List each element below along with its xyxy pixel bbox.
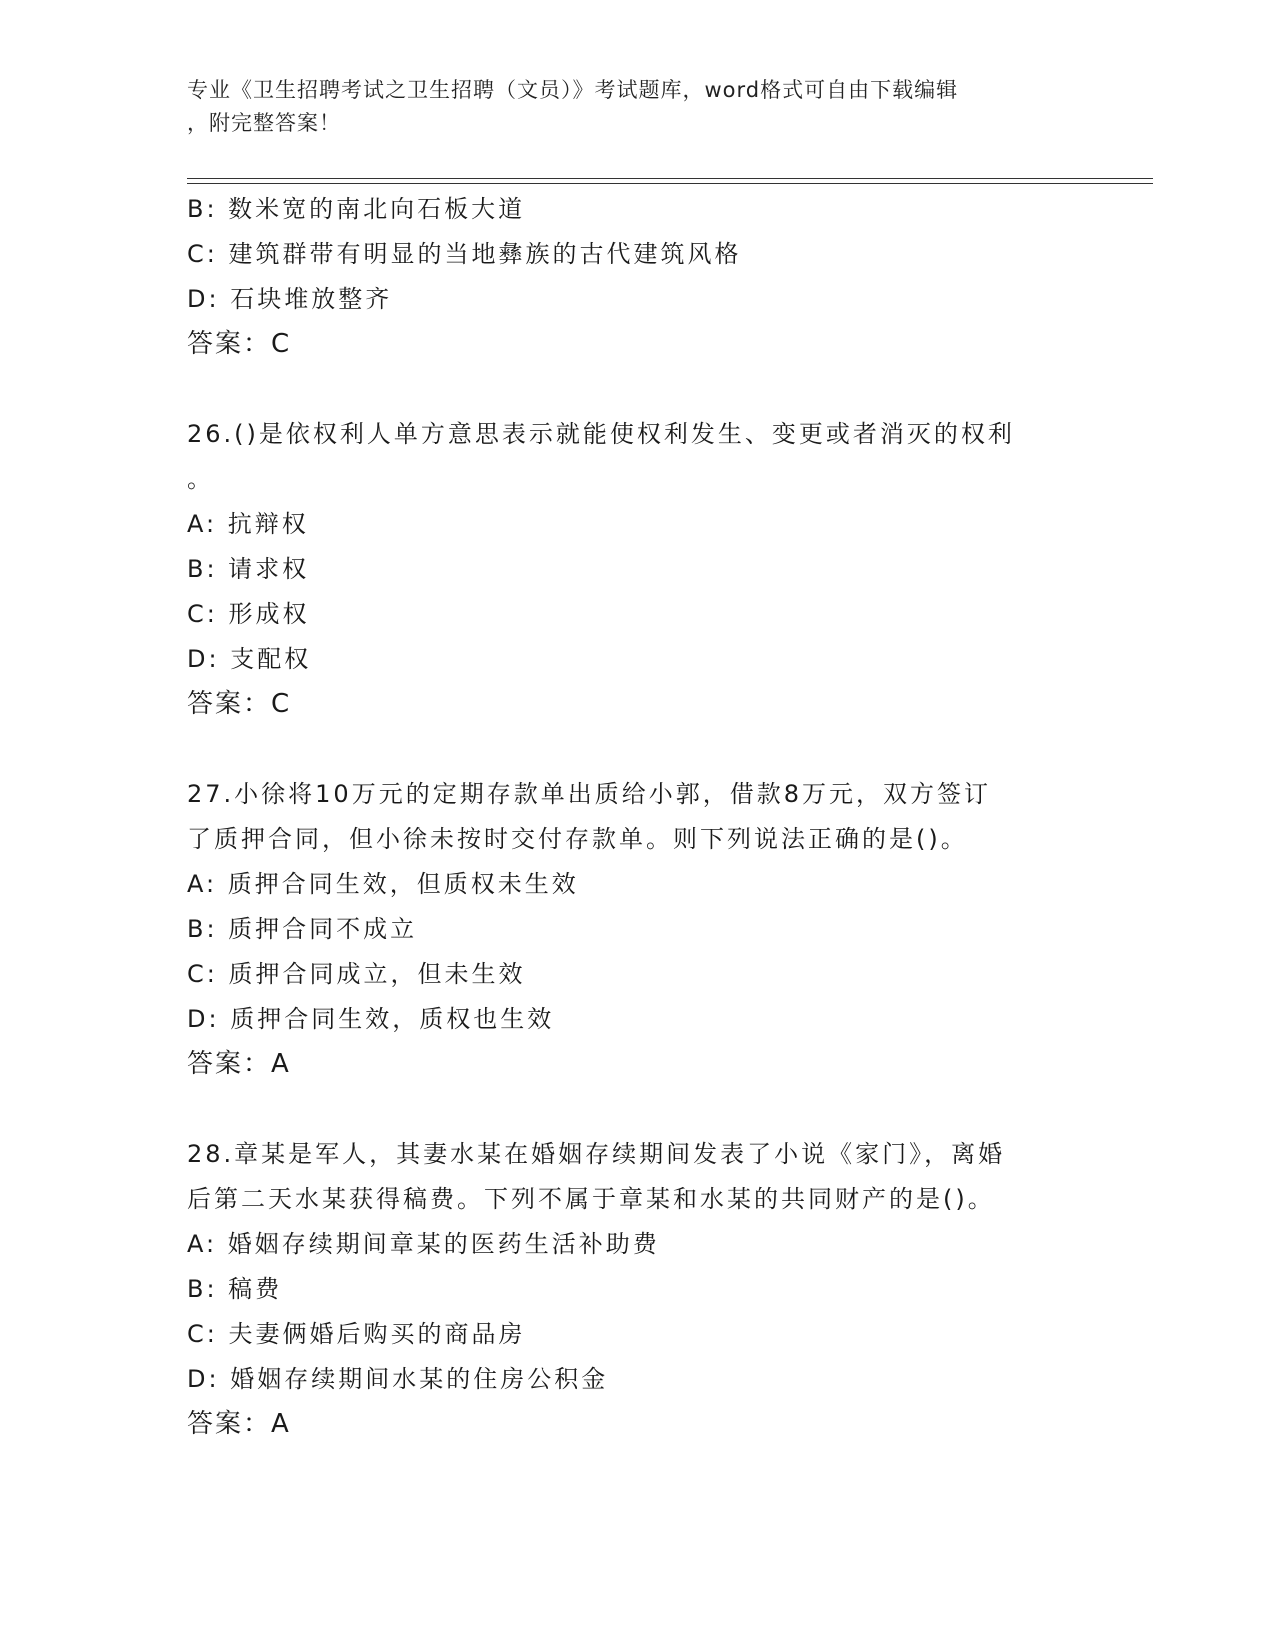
q25-option-b: B: 数米宽的南北向石板大道 (187, 195, 526, 223)
q27-stem-line-1: 27.小徐将10万元的定期存款单出质给小郭，借款8万元，双方签订 (187, 780, 991, 808)
q28-option-b: B: 稿费 (187, 1275, 283, 1303)
q27-option-d: D: 质押合同生效，质权也生效 (187, 1005, 555, 1033)
q27-option-a: A: 质押合同生效，但质权未生效 (187, 870, 579, 898)
q26-option-a: A: 抗辩权 (187, 510, 309, 538)
q28-stem-line-1: 28.章某是军人，其妻水某在婚姻存续期间发表了小说《家门》，离婚 (187, 1140, 1006, 1168)
q26-stem-line-2: 。 (187, 465, 214, 493)
q27-stem-line-2: 了质押合同，但小徐未按时交付存款单。则下列说法正确的是()。 (187, 825, 968, 853)
header-divider-top (187, 178, 1153, 179)
q25-answer: 答案：C (187, 329, 292, 359)
q27-option-b: B: 质押合同不成立 (187, 915, 418, 943)
header-line-1: 专业《卫生招聘考试之卫生招聘（文员）》考试题库，word格式可自由下载编辑 (187, 78, 959, 102)
q28-option-d: D: 婚姻存续期间水某的住房公积金 (187, 1365, 609, 1393)
document-header (187, 74, 1067, 140)
q26-option-b: B: 请求权 (187, 555, 310, 583)
q28-stem-line-2: 后第二天水某获得稿费。下列不属于章某和水某的共同财产的是()。 (187, 1185, 995, 1213)
q28-option-a: A: 婚姻存续期间章某的医药生活补助费 (187, 1230, 660, 1258)
q25-option-d: D: 石块堆放整齐 (187, 285, 393, 313)
q25-option-c: C: 建筑群带有明显的当地彝族的古代建筑风格 (187, 240, 742, 268)
q26-answer: 答案：C (187, 689, 292, 719)
q28-answer: 答案：A (187, 1409, 291, 1439)
q27-answer: 答案：A (187, 1049, 291, 1079)
header-divider-bottom (187, 183, 1153, 184)
q27-option-c: C: 质押合同成立，但未生效 (187, 960, 526, 988)
q26-stem-line-1: 26.()是依权利人单方意思表示就能使权利发生、变更或者消灭的权利 (187, 420, 1015, 448)
q26-option-c: C: 形成权 (187, 600, 310, 628)
header-line-2: ，附完整答案！ (187, 111, 341, 135)
q28-option-c: C: 夫妻俩婚后购买的商品房 (187, 1320, 526, 1348)
q26-option-d: D: 支配权 (187, 645, 312, 673)
